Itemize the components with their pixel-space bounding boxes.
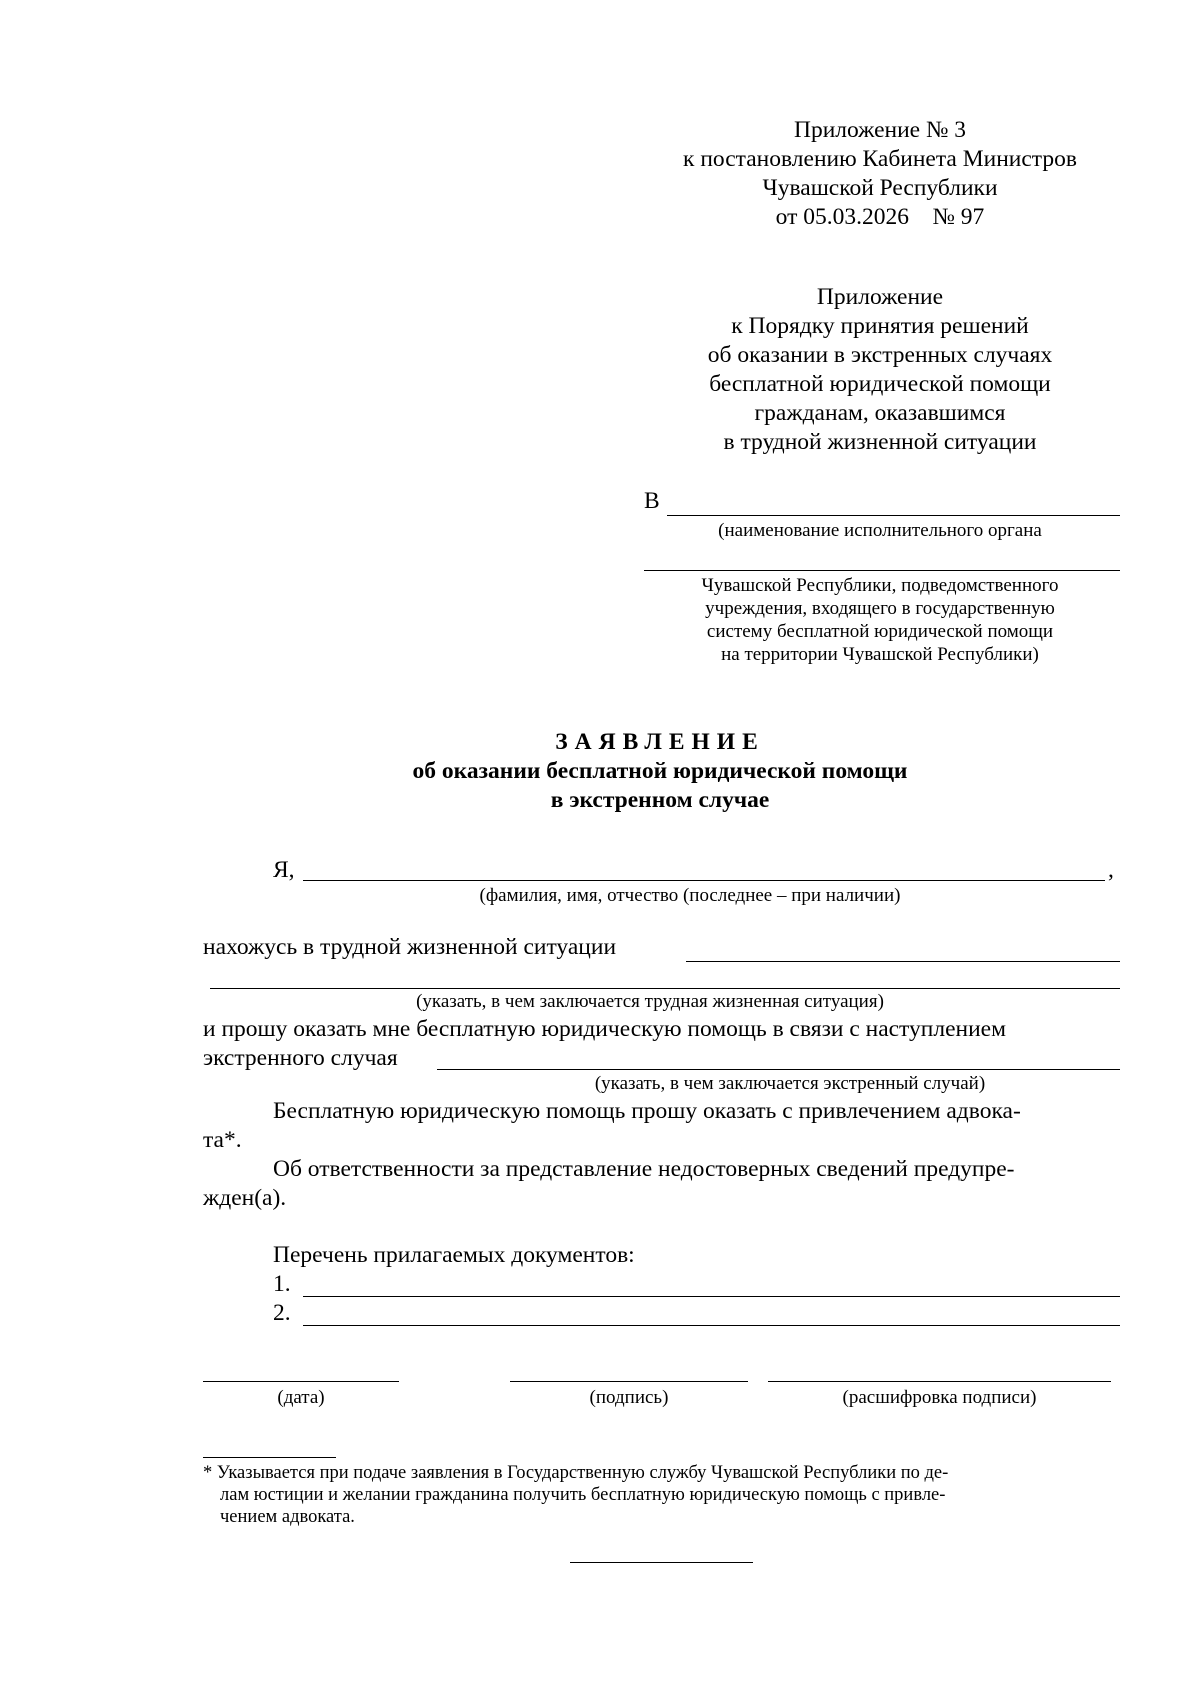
addressee-field-line2[interactable]: [644, 570, 1120, 571]
addressee-caption2-line3: систему бесплатной юридической помощи: [706, 621, 1054, 642]
appendix-order-line6: в трудной жизненной ситуации: [723, 429, 1037, 455]
lawyer-paragraph: [203, 1097, 1120, 1155]
date-caption: (дата): [277, 1387, 325, 1408]
request-line2-label: экстренного случая: [203, 1045, 398, 1071]
situation-caption: (указать, в чем заключается трудная жизненная ситуация): [416, 991, 884, 1012]
appendix-order-line3: об оказании в экстренных случаях: [707, 342, 1053, 368]
appendix-order-line4: бесплатной юридической помощи: [709, 371, 1051, 397]
liability-line1: Об ответственности за представление недостоверных сведений предупре-: [273, 1156, 1015, 1182]
addressee-field-line1[interactable]: [667, 515, 1120, 516]
addressee-caption2-line1: Чувашской Республики, подведомственного: [701, 575, 1059, 596]
applicant-caption: (фамилия, имя, отчество (последнее – при наличии): [479, 885, 901, 906]
situation-field-line2[interactable]: [210, 988, 1120, 989]
liability-line2: жден(а).: [203, 1185, 287, 1211]
signature-field[interactable]: [510, 1381, 748, 1382]
title-word: ЗАЯВЛЕНИЕ: [555, 729, 765, 755]
footnote-line2: лам юстиции и желании гражданина получить бесплатную юридическую помощь с привле-: [220, 1485, 946, 1505]
applicant-name-field[interactable]: [303, 880, 1105, 881]
signature-caption: (подпись): [589, 1387, 669, 1408]
addressee-caption2-line2: учреждения, входящего в государственную: [705, 598, 1055, 619]
situation-field-line1[interactable]: [686, 961, 1120, 962]
appendix-3-line3: Чувашской Республики: [762, 175, 998, 201]
appendix-3-line1: Приложение № 3: [793, 117, 967, 143]
signature-decode-caption: (расшифровка подписи): [842, 1387, 1037, 1408]
request-caption: (указать, в чем заключается экстренный случай): [594, 1073, 986, 1094]
footnote-line1: * Указывается при подаче заявления в Государственную службу Чувашской Республики по де-: [203, 1463, 949, 1483]
appendix-order-line2: к Порядку принятия решений: [731, 313, 1029, 339]
appendix-3-header: [640, 116, 1120, 232]
request-line1: и прошу оказать мне бесплатную юридическую помощь в связи с наступлением: [203, 1016, 1006, 1042]
appendix-3-line2: к постановлению Кабинета Министров: [683, 146, 1077, 172]
documents-item-1-field[interactable]: [303, 1296, 1120, 1297]
lawyer-line1: Бесплатную юридическую помощь прошу оказать с привлечением адвока-: [273, 1098, 1021, 1124]
appendix-3-line4: от 05.03.2026 № 97: [775, 204, 985, 230]
addressee-prefix: В: [644, 488, 660, 514]
applicant-suffix: ,: [1108, 857, 1114, 883]
document-title: [200, 728, 1120, 815]
liability-paragraph: [203, 1155, 1120, 1213]
documents-item-2-number: 2.: [273, 1300, 291, 1326]
situation-label: нахожусь в трудной жизненной ситуации: [203, 934, 617, 960]
footnote-line3: чением адвоката.: [220, 1507, 355, 1527]
documents-item-1-number: 1.: [273, 1271, 291, 1297]
appendix-order-header: [640, 283, 1120, 457]
documents-heading: Перечень прилагаемых документов:: [273, 1242, 635, 1268]
documents-item-2-field[interactable]: [303, 1325, 1120, 1326]
date-field[interactable]: [203, 1381, 399, 1382]
appendix-order-line1: Приложение: [816, 284, 944, 310]
lawyer-line2: та*.: [203, 1127, 242, 1153]
appendix-order-line5: гражданам, оказавшимся: [754, 400, 1006, 426]
addressee-caption2: [640, 574, 1120, 666]
footnote-separator: [203, 1457, 336, 1458]
emergency-field[interactable]: [437, 1069, 1120, 1070]
addressee-caption2-line4: на территории Чувашской Республики): [721, 644, 1039, 665]
title-line2: об оказании бесплатной юридической помощи: [412, 758, 908, 784]
footnote: [203, 1462, 1120, 1528]
end-divider: [570, 1562, 753, 1563]
signature-decode-field[interactable]: [768, 1381, 1111, 1382]
applicant-prefix: Я,: [273, 857, 295, 883]
title-line3: в экстренном случае: [550, 787, 770, 813]
addressee-caption1: (наименование исполнительного органа: [718, 520, 1042, 541]
